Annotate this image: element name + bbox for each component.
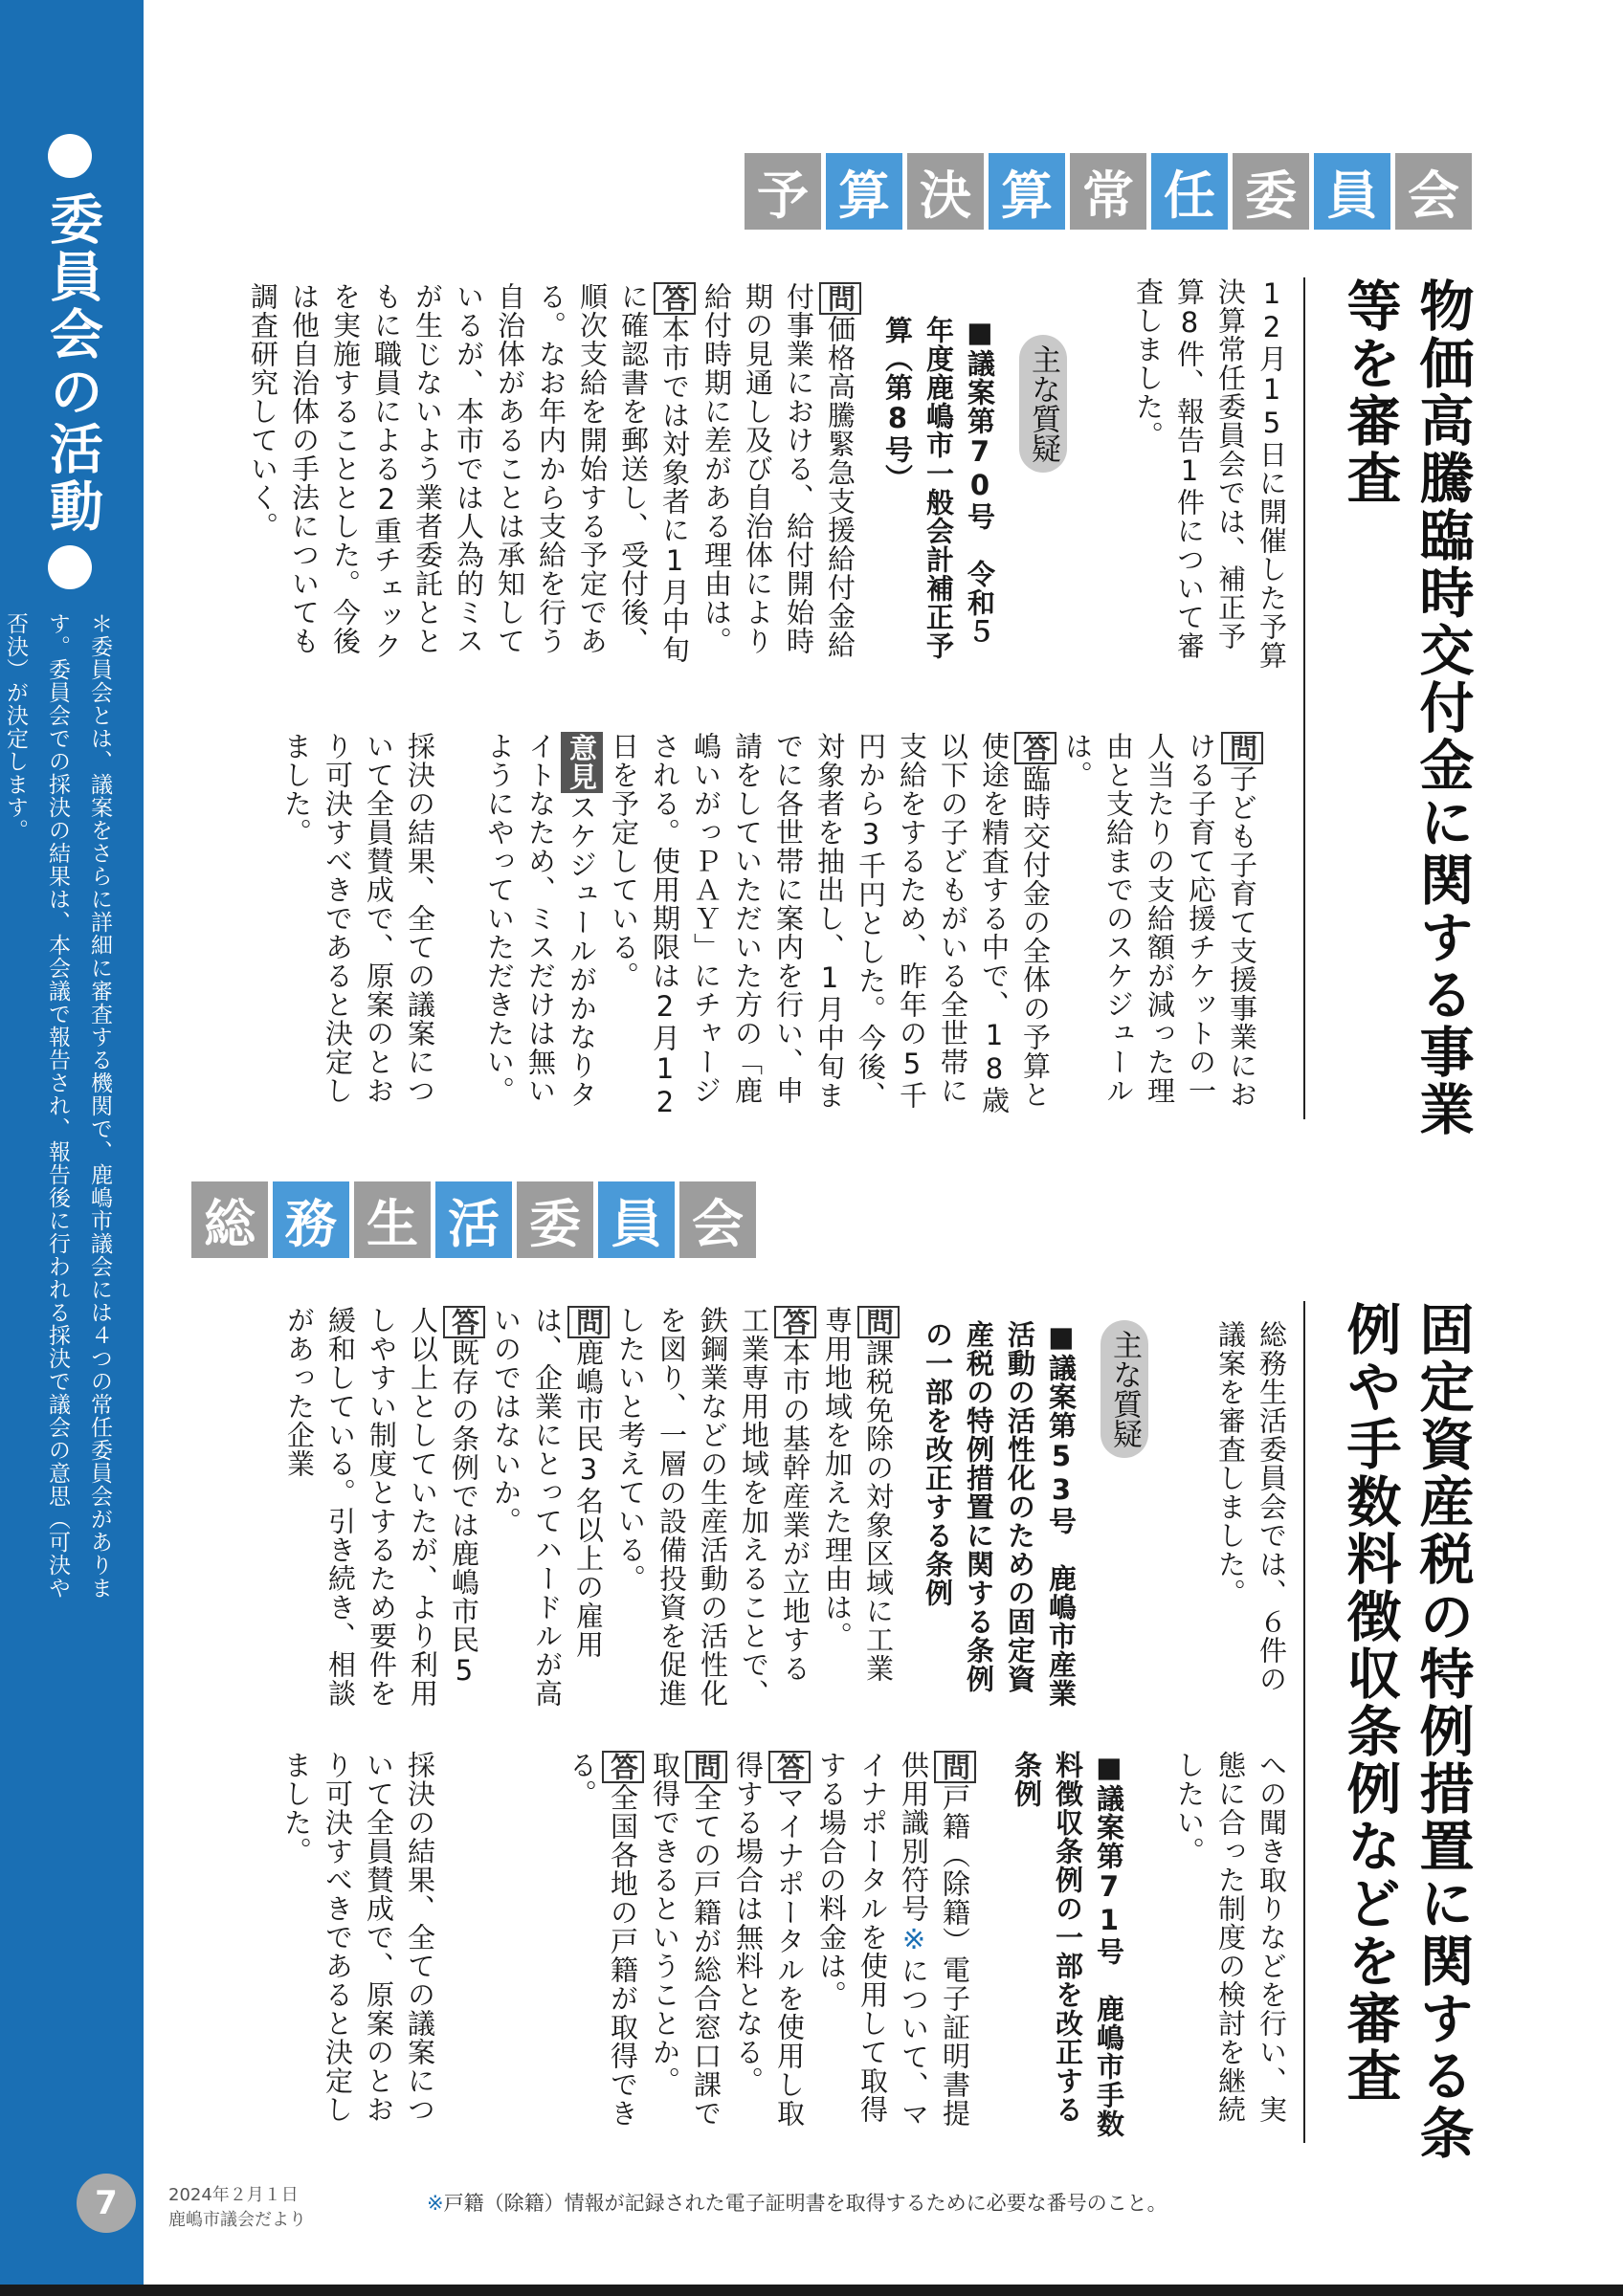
question-mark-label: 問: [1221, 732, 1263, 764]
budget-committee-title: [745, 153, 1477, 230]
reference-mark: ※: [898, 1923, 930, 1956]
title-char: 算: [826, 153, 902, 230]
question-mark-label: 問: [685, 1751, 727, 1783]
title-char: 員: [598, 1181, 675, 1258]
issue-date: 2024年２月１日: [168, 2185, 299, 2205]
main-questions-tag: 主な質疑: [1019, 335, 1067, 473]
general-bill-71: ■議案第71号 鹿嶋市手数料徴収条例の一部を改正する条例: [1011, 1751, 1125, 2138]
title-char: 会: [1395, 153, 1472, 230]
question-mark-label: 問: [819, 282, 861, 315]
question-mark-label: 問: [857, 1306, 900, 1338]
general-committee-title: [191, 1181, 761, 1258]
answer-text: 臨時交付金の全体の予算と使途を精査する中で、18歳以下の子どもがいる全世帯に支給をするため、昨年の5千円から3千円とした。今後、対象者を抽出し、1月中旬までに各世帯に案内を行い、申請をしていただいた方の「鹿嶋いがっＰＡＹ」にチャージされる。使用期限は2月12日を予定している。: [608, 732, 1052, 1119]
answer-mark-label: 答: [654, 282, 696, 315]
title-char: 委: [1233, 153, 1309, 230]
answer-text: 本市では対象者に1月中旬に確認書を郵送し、受付後、順次支給を開始する予定である。なお年内から支給を行う自治体があることは承知しているが、本市では人為的ミスが生じないよう業者委託とともに職員による2重チェックを実施することとした。今後は他自治体の手法についても調査研究していく。: [247, 282, 691, 664]
title-char: 員: [1314, 153, 1390, 230]
committee-explanation-note: ＊委員会とは、議案をさらに詳細に審査する機関で、鹿嶋市議会には４つの常任委員会があります。委員会での採決の結果は、本会議で報告され、報告後に行われる採決で議会の意思（可決や否決）が決定します。: [3, 612, 112, 1600]
answer-mark-label: 答: [1014, 732, 1056, 764]
budget-bill: ■議案第70号 令和５年度鹿嶋市一般会計補正予算（第8号）: [881, 316, 996, 660]
sidebar: [0, 0, 144, 2296]
general-result: 採決の結果、全ての議案について全員賛成で、原案のとおり可決すべきであると決定しました。: [280, 1751, 436, 2124]
general-continued-text: への聞き取りなどを行い、実態に合った制度の検討を継続したい。: [1173, 1751, 1288, 2124]
general-bill-53: ■議案第53号 鹿嶋市産業活動の活性化のための固定資産税の特例措置に関する条例の一部を改正する条例: [922, 1320, 1078, 1708]
page-number: 7: [77, 2174, 136, 2233]
answer-mark-label: 答: [774, 1306, 816, 1338]
title-char: 会: [679, 1181, 756, 1258]
title-char: 務: [273, 1181, 349, 1258]
headline-rule: [1303, 1301, 1305, 2143]
title-char: 決: [907, 153, 984, 230]
section-title: 委員会の活動: [41, 191, 103, 536]
title-char: 予: [745, 153, 821, 230]
question-text: 全ての戸籍が総合窓口課で取得できるということか。: [649, 1751, 723, 2128]
question-mark-label: 問: [934, 1751, 976, 1783]
answer-text: 既存の条例では鹿嶋市民5人以上としていたが、より利用しやすい制度とするため要件を緩和している。引き続き、相談があった企業: [283, 1306, 480, 1708]
answer-mark-label: 答: [768, 1751, 811, 1783]
title-char: 活: [435, 1181, 512, 1258]
budget-headline: 物価高騰臨時交付金に関する事業等を審査: [1338, 277, 1474, 1138]
budget-intro: 12月15日に開催した予算決算常任委員会では、補正予算8件、報告1件について審査しました。: [1132, 277, 1288, 670]
main-questions-tag: 主な質疑: [1101, 1320, 1148, 1458]
publication-name: 鹿嶋市議会だより: [168, 2210, 306, 2230]
title-char: 常: [1070, 153, 1146, 230]
answer-text: 本市の基幹産業が立地する工業専用地域を加えることで、鉄鋼業などの生産活動の活性化を図り、一層の設備投資を促進したいと考えている。: [614, 1306, 812, 1708]
question-text: 価格高騰緊急支援給付金給付事業における、給付開始時期の見通し及び自治体により給付時期に差がある理由は。: [700, 282, 856, 659]
answer-text: マイナポータルを使用し取得する場合は無料となる。: [732, 1751, 806, 2128]
general-intro: 総務生活委員会では、６件の議案を審査しました。: [1214, 1320, 1288, 1693]
general-qa-2: [459, 1751, 976, 2143]
general-qa-1: [172, 1306, 900, 1708]
answer-text: 全国各地の戸籍が取得できる。: [566, 1751, 639, 2128]
question-mark-label: 問: [567, 1306, 610, 1338]
footnote-text: 戸籍（除籍）情報が記録された電子証明書を取得するために必要な番号のこと。: [443, 2192, 1167, 2215]
opinion-text: スケジュールがかなりタイトなため、ミスだけは無いようにやっていただきたい。: [483, 732, 598, 1109]
budget-result: 採決の結果、全ての議案について全員賛成で、原案のとおり可決すべきであると決定しました。: [280, 732, 436, 1105]
question-text: 鹿嶋市民3名以上の雇用は、企業にとってハードルが高いのではないか。: [490, 1306, 605, 1708]
title-char: 総: [191, 1181, 268, 1258]
footnote-mark: ※: [427, 2192, 444, 2215]
footnote: [427, 2188, 1167, 2217]
issue-info: [168, 2183, 306, 2233]
circle-bullet-icon: [48, 545, 92, 589]
question-text: 戸籍（除籍）電子証明書提供用識別符号: [898, 1751, 971, 2128]
question-text: 子ども子育て支援事業における子育て応援チケットの一人当たりの支給額が減った理由と支給までのスケジュールは。: [1061, 732, 1258, 1109]
answer-mark-label: 答: [443, 1306, 485, 1338]
opinion-mark-label: 意見: [561, 732, 603, 793]
general-headline: 固定資産税の特例措置に関する条例や手数料徴収条例などを審査: [1338, 1301, 1474, 2162]
headline-rule: [1303, 277, 1305, 1119]
question-text: について、マイナポータルを使用して取得する場合の料金は。: [815, 1751, 930, 2129]
circle-bullet-icon: [48, 134, 92, 178]
title-char: 算: [989, 153, 1065, 230]
title-char: 任: [1151, 153, 1228, 230]
title-char: 委: [517, 1181, 593, 1258]
budget-qa-1: [172, 282, 861, 674]
title-char: 生: [354, 1181, 431, 1258]
question-text: 課税免除の対象区域に工業専用地域を加えた理由は。: [821, 1306, 895, 1683]
bottom-rule: [0, 2285, 1623, 2296]
answer-mark-label: 答: [602, 1751, 644, 1783]
budget-qa-2: [469, 732, 1263, 1124]
